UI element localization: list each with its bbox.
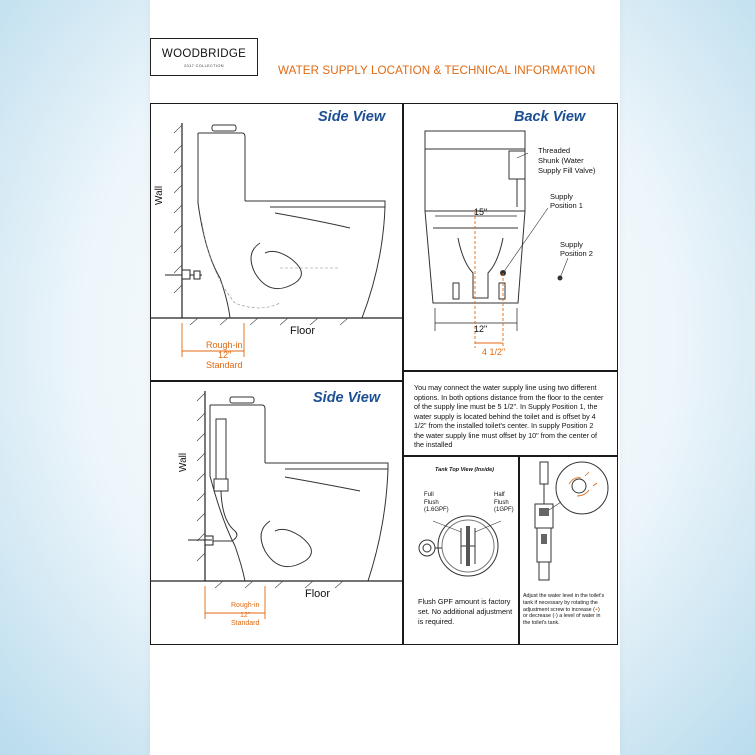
- brand-collection: 2017 COLLECTION: [184, 64, 224, 68]
- adjust-decrease-sign: -: [554, 613, 556, 620]
- side-view-2-heading: Side View: [313, 390, 381, 406]
- back-view-drawing: [403, 103, 618, 370]
- side-view-2-measure: 12": [240, 612, 251, 619]
- side-view-1-standard: Standard: [206, 360, 243, 370]
- supply-position-2-label: [560, 240, 593, 259]
- fill-valve-drawing: [519, 456, 618, 591]
- side-view-2-drawing: [150, 381, 402, 645]
- side-view-1-rough-in: Rough-in: [206, 340, 243, 350]
- tank-top-drawing: [403, 456, 518, 591]
- side-view-2-wall-label: Wall: [178, 452, 189, 472]
- adjust-text-b: ) or decrease (: [523, 606, 600, 620]
- side-view-1-heading: Side View: [318, 109, 386, 125]
- side-view-1-wall-label: Wall: [154, 185, 165, 205]
- supply-position-1-label: [550, 192, 583, 211]
- side-view-1-measure: 12": [218, 350, 232, 360]
- water-level-instructions: [523, 593, 605, 627]
- full-flush-line-2: Flush: [424, 499, 439, 506]
- supply-position-1-line-2: Position 1: [550, 201, 583, 211]
- half-flush-line-2: Flush: [494, 499, 509, 506]
- brand-name: WOODBRIDGE: [161, 48, 247, 60]
- supply-position-2-line-2: Position 2: [560, 249, 593, 259]
- back-view-offset: 4 1/2": [482, 347, 506, 357]
- tank-top-title: Tank Top View (Inside): [435, 467, 494, 473]
- divider-right-horizontal: [402, 370, 618, 372]
- side-view-1-floor-label: Floor: [290, 325, 316, 337]
- supply-position-1-line-1: Supply: [550, 192, 573, 201]
- threaded-shunk-line-1: Threaded: [538, 146, 571, 155]
- threaded-shunk-line-3: Supply Fill Valve): [538, 165, 596, 175]
- full-flush-line-1: Full: [424, 492, 434, 498]
- threaded-shunk-label: [538, 146, 595, 175]
- back-view-width-bottom: 12": [474, 324, 488, 334]
- half-flush-line-1: Half: [494, 492, 505, 498]
- half-flush-line-3: (1GPF): [494, 507, 514, 513]
- back-view-width-top: 15": [474, 207, 488, 217]
- back-view-heading: Back View: [514, 109, 586, 125]
- supply-position-2-line-1: Supply: [560, 240, 583, 249]
- flush-note: Flush GPF amount is factory set. No additional adjustment is required.: [418, 597, 513, 626]
- adjust-increase-sign: +: [594, 606, 598, 613]
- side-view-2-standard: Standard: [231, 620, 260, 627]
- brand-logo: [150, 38, 258, 76]
- side-view-2-floor-label: Floor: [305, 588, 331, 600]
- adjust-text-a: Adjust the water level in the toilet's tank if necessary by rotating the adjustment screw to increase (: [523, 593, 605, 613]
- page-title: WATER SUPPLY LOCATION & TECHNICAL INFORMATION: [278, 64, 596, 77]
- supply-instructions: You may connect the water supply line using two different options. In both options distance from the floor to the center of the supply line must be 5 1/2". In Supply Position 1, the water supply is located behind the toilet and is offset by 4 1/2" from the installed toilet's center. In supply Position 2 the water supply line must offset by 10" from the center of the installed: [414, 383, 604, 450]
- threaded-shunk-line-2: Shunk (Water: [538, 155, 584, 165]
- side-view-2-rough-in: Rough-in: [231, 602, 260, 609]
- adjust-text-c: ) a level of water in the toilet's tank.: [523, 613, 601, 627]
- full-flush-line-3: (1.6GPF): [424, 507, 449, 513]
- side-view-1-drawing: [150, 103, 402, 380]
